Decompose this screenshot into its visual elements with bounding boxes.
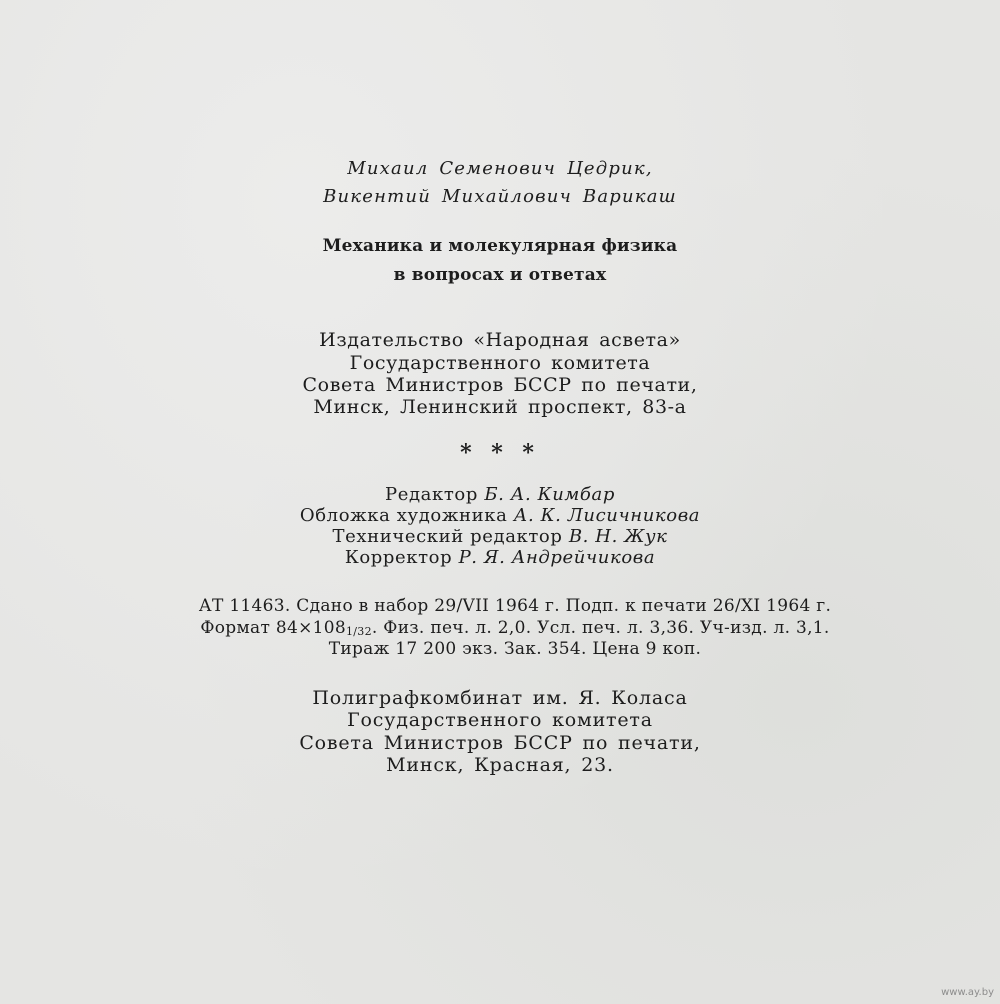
credit-cover-artist [0,507,1000,525]
publisher-line-2: Государственного комитета [349,352,651,374]
printer-line-4: Минск, Красная, 23. [386,754,614,776]
printer-line-2: Государственного комитета [347,709,653,731]
publisher-line-3: Совета Министров БССР по печати, [302,374,698,396]
publisher-line-1: Издательство «Народная асвета» [319,329,681,351]
credit-name: Р. Я. Андрейчикова [458,547,656,568]
publisher-line-4: Минск, Ленинский проспект, 83-а [313,396,687,418]
printer-line-1: Полиграфкомбинат им. Я. Коласа [312,687,688,709]
credit-role: Технический редактор [332,526,563,547]
format-fraction: 1/32 [345,625,372,638]
format-prefix: Формат 84×108 [200,618,346,638]
author-line-2: Викентий Михайлович Варикаш [323,186,677,207]
format-suffix: . Физ. печ. л. 2,0. Усл. печ. л. 3,36. Уч-изд. л. 3,1. [371,618,830,638]
credit-name: Б. А. Кимбар [484,484,615,505]
book-title-line-2: в вопросах и ответах [393,265,607,285]
tech-info-line-3: Тираж 17 200 экз. Зак. 354. Цена 9 коп. [328,639,702,659]
credit-role: Корректор [344,547,453,568]
tech-info-line-2 [0,620,1000,637]
credit-editor [0,486,1000,504]
book-title-line-1: Механика и молекулярная физика [322,236,678,256]
credit-name: А. К. Лисичникова [513,505,701,526]
tech-info-line-1: АТ 11463. Сдано в набор 29/VII 1964 г. Подп. к печати 26/XI 1964 г. [198,596,832,616]
printer-line-3: Совета Министров БССР по печати, [299,732,701,754]
credit-proofreader [0,549,1000,567]
section-separator: * * * [460,440,540,466]
credit-role: Обложка художника [299,505,508,526]
credit-technical-editor [0,528,1000,546]
site-watermark: www.ay.by [941,987,994,998]
credit-role: Редактор [385,484,478,505]
author-line-1: Михаил Семенович Цедрик, [347,158,653,179]
credit-name: В. Н. Жук [568,526,668,547]
